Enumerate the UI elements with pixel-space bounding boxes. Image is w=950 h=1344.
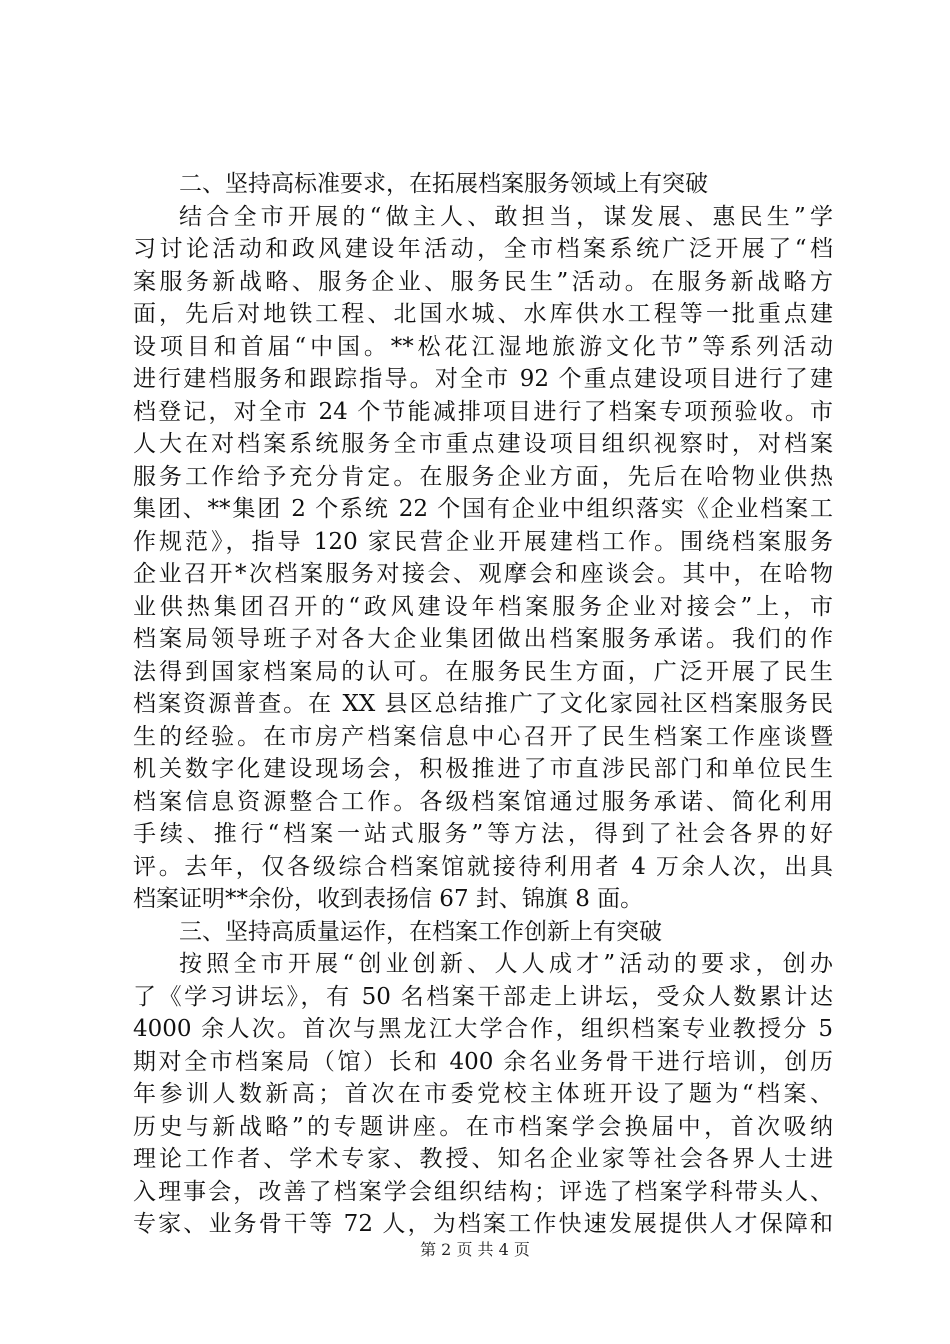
text-line: 面，先后对地铁工程、北国水城、水库供水工程等一批重点建 [133,301,833,327]
text-line: 服务工作给予充分肯定。在服务企业方面，先后在哈物业供热 [133,463,833,490]
text-line: 业供热集团召开的“政风建设年档案服务企业对接会”上，市 [133,593,833,620]
text-line: 结合全市开展的“做主人、敢担当，谋发展、惠民生”学 [179,203,833,230]
text-line: 4000 余人次。首次与黑龙江大学合作，组织档案专业教授分 5 [133,1016,833,1042]
text-line: 了《学习讲坛》，有 50 名档案干部走上讲坛，受众人数累计达 [133,983,833,1010]
page-footer: 第 2 页 共 4 页 [420,1240,530,1259]
text-line: 档案证明**余份，收到表扬信 67 封、锦旗 8 面。 [133,886,644,912]
text-line: 习讨论活动和政风建设年活动，全市档案系统广泛开展了“档 [133,236,833,262]
text-line: 按照全市开展“创业创新、人人成才”活动的要求，创办 [179,951,833,977]
text-line: 档案信息资源整合工作。各级档案馆通过服务承诺、简化利用 [133,788,833,815]
text-line: 档案局领导班子对各大企业集团做出档案服务承诺。我们的作 [133,626,833,652]
text-line: 生的经验。在市房产档案信息中心召开了民生档案工作座谈暨 [133,723,833,750]
text-line: 企业召开*次档案服务对接会、观摩会和座谈会。其中，在哈物 [133,561,833,587]
text-line: 进行建档服务和跟踪指导。对全市 92 个重点建设项目进行了建 [133,366,833,392]
text-line: 年参训人数新高；首次在市委党校主体班开设了题为“档案、 [133,1081,833,1107]
text-line: 档案资源普查。在 XX 县区总结推广了文化家园社区档案服务民 [133,691,833,717]
document-body [133,168,833,1241]
text-line: 人大在对档案系统服务全市重点建设项目组织视察时，对档案 [133,431,833,457]
text-line: 期对全市档案局（馆）长和 400 余名业务骨干进行培训，创历 [133,1048,833,1075]
section-heading: 三、坚持高质量运作，在档案工作创新上有突破 [179,918,662,945]
text-line: 作规范》，指导 120 家民营企业开展建档工作。围绕档案服务 [133,528,833,555]
text-line: 法得到国家档案局的认可。在服务民生方面，广泛开展了民生 [133,658,833,685]
text-line: 历史与新战略”的专题讲座。在市档案学会换届中，首次吸纳 [133,1113,833,1140]
text-line: 设项目和首届“中国。**松花江湿地旅游文化节”等系列活动 [133,333,833,360]
section-heading: 二、坚持高标准要求，在拓展档案服务领域上有突破 [179,171,708,197]
text-line: 评。去年，仅各级综合档案馆就接待利用者 4 万余人次，出具 [133,853,833,880]
text-line: 理论工作者、学术专家、教授、知名企业家等社会各界人士进 [133,1146,833,1172]
text-line: 机关数字化建设现场会，积极推进了市直涉民部门和单位民生 [133,756,833,782]
text-line: 专家、业务骨干等 72 人，为档案工作快速发展提供人才保障和 [133,1211,833,1237]
text-line: 手续、推行“档案一站式服务”等方法，得到了社会各界的好 [133,821,833,847]
text-line: 档登记，对全市 24 个节能减排项目进行了档案专项预验收。市 [133,398,833,425]
text-line: 案服务新战略、服务企业、服务民生”活动。在服务新战略方 [133,268,833,295]
text-line: 入理事会，改善了档案学会组织结构；评选了档案学科带头人、 [133,1178,833,1205]
text-line: 集团、**集团 2 个系统 22 个国有企业中组织落实《企业档案工 [133,496,833,522]
